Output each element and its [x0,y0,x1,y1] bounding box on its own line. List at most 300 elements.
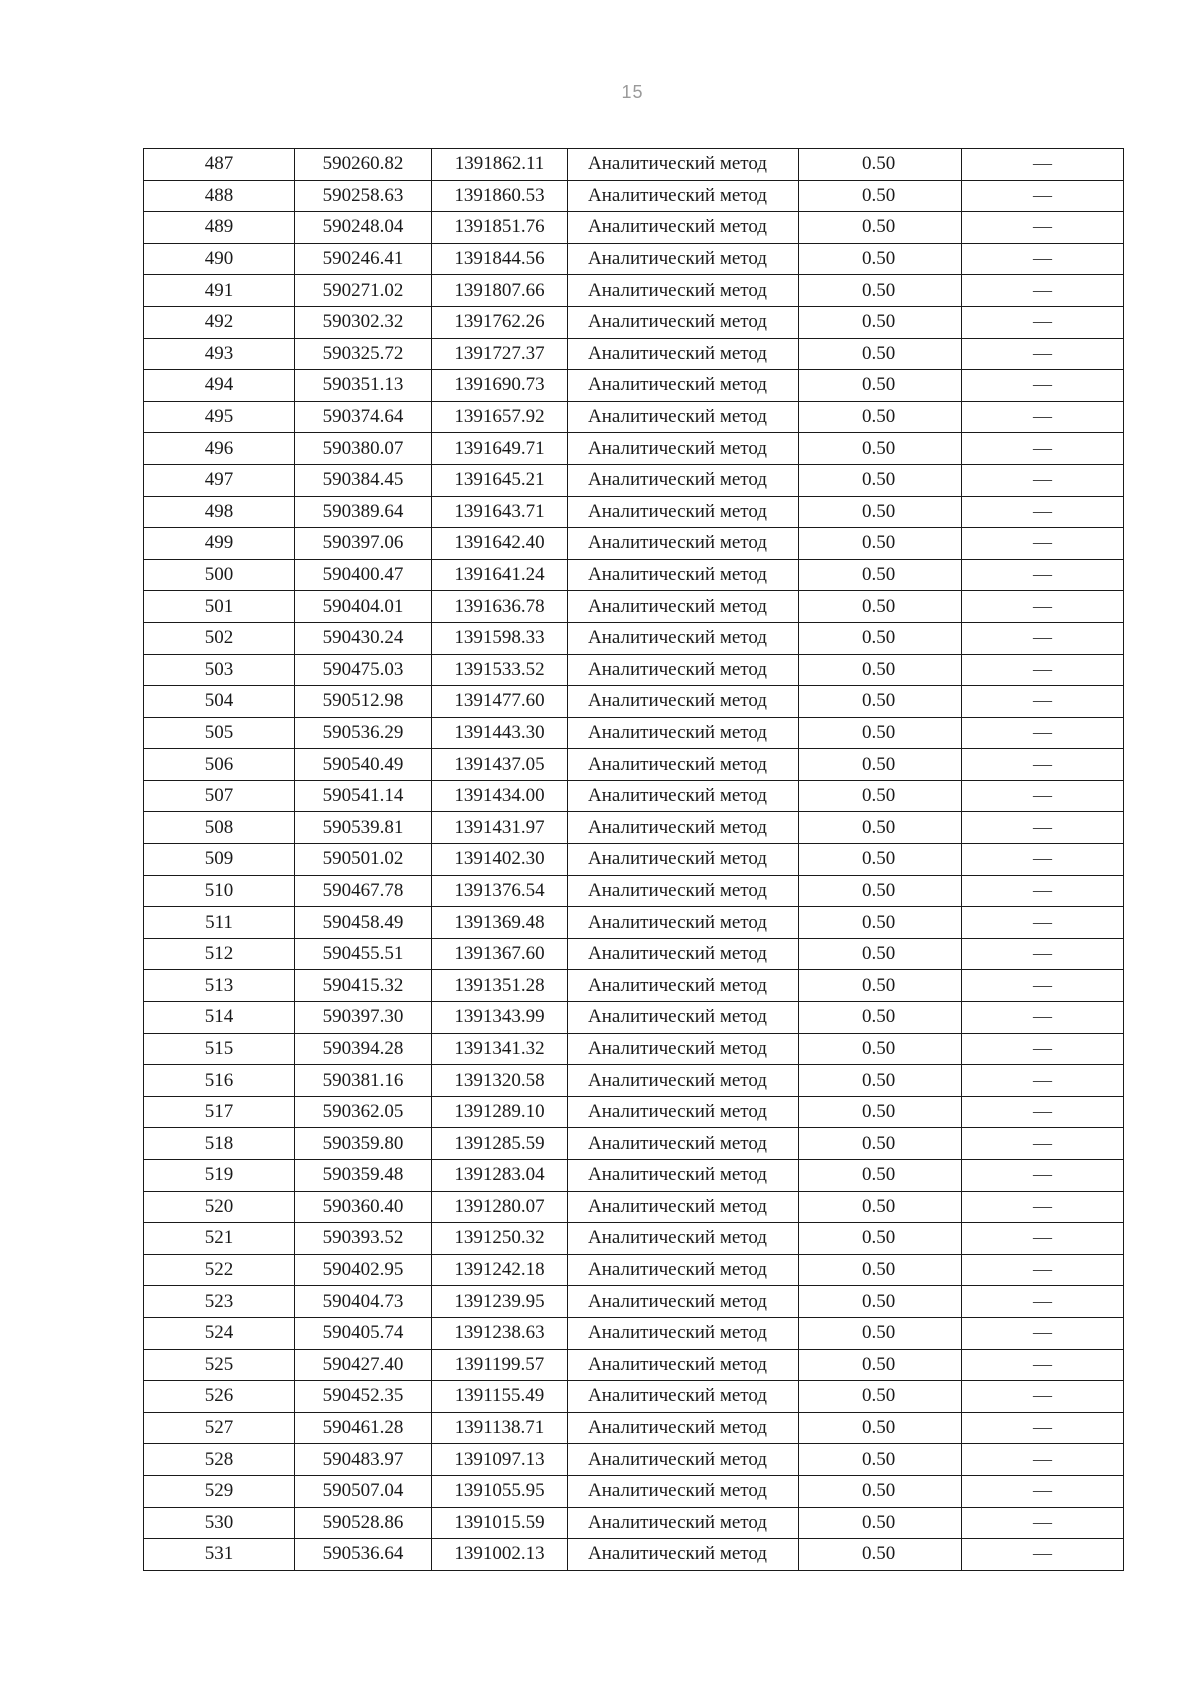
error-cell: 0.50 [799,812,962,844]
method-cell: Аналитический метод [568,1286,799,1318]
method-cell: Аналитический метод [568,1002,799,1034]
method-cell: Аналитический метод [568,180,799,212]
table-row [144,938,1124,970]
x-coordinate-cell: 590475.03 [295,654,432,686]
dash-cell: — [962,1128,1124,1160]
point-number-cell: 508 [144,812,295,844]
y-coordinate-cell: 1391002.13 [432,1539,568,1571]
dash-cell: — [962,875,1124,907]
dash-cell: — [962,370,1124,402]
point-number-cell: 520 [144,1191,295,1223]
point-number-cell: 502 [144,622,295,654]
table-row [144,1317,1124,1349]
x-coordinate-cell: 590374.64 [295,401,432,433]
x-coordinate-cell: 590540.49 [295,749,432,781]
y-coordinate-cell: 1391533.52 [432,654,568,686]
error-cell: 0.50 [799,496,962,528]
y-coordinate-cell: 1391636.78 [432,591,568,623]
point-number-cell: 507 [144,780,295,812]
point-number-cell: 492 [144,306,295,338]
table-row [144,844,1124,876]
error-cell: 0.50 [799,938,962,970]
point-number-cell: 487 [144,149,295,181]
y-coordinate-cell: 1391851.76 [432,212,568,244]
y-coordinate-cell: 1391320.58 [432,1065,568,1097]
error-cell: 0.50 [799,559,962,591]
table-row [144,275,1124,307]
point-number-cell: 527 [144,1412,295,1444]
method-cell: Аналитический метод [568,559,799,591]
table-row [144,1160,1124,1192]
dash-cell: — [962,591,1124,623]
point-number-cell: 530 [144,1507,295,1539]
y-coordinate-cell: 1391860.53 [432,180,568,212]
y-coordinate-cell: 1391434.00 [432,780,568,812]
y-coordinate-cell: 1391283.04 [432,1160,568,1192]
y-coordinate-cell: 1391477.60 [432,686,568,718]
y-coordinate-cell: 1391351.28 [432,970,568,1002]
dash-cell: — [962,622,1124,654]
x-coordinate-cell: 590394.28 [295,1033,432,1065]
error-cell: 0.50 [799,1317,962,1349]
method-cell: Аналитический метод [568,907,799,939]
method-cell: Аналитический метод [568,1160,799,1192]
point-number-cell: 494 [144,370,295,402]
method-cell: Аналитический метод [568,1223,799,1255]
x-coordinate-cell: 590271.02 [295,275,432,307]
method-cell: Аналитический метод [568,1065,799,1097]
x-coordinate-cell: 590501.02 [295,844,432,876]
error-cell: 0.50 [799,1160,962,1192]
error-cell: 0.50 [799,370,962,402]
table-row [144,875,1124,907]
point-number-cell: 515 [144,1033,295,1065]
error-cell: 0.50 [799,780,962,812]
table-row [144,654,1124,686]
point-number-cell: 496 [144,433,295,465]
y-coordinate-cell: 1391343.99 [432,1002,568,1034]
point-number-cell: 528 [144,1444,295,1476]
y-coordinate-cell: 1391643.71 [432,496,568,528]
method-cell: Аналитический метод [568,654,799,686]
method-cell: Аналитический метод [568,338,799,370]
y-coordinate-cell: 1391367.60 [432,938,568,970]
dash-cell: — [962,844,1124,876]
method-cell: Аналитический метод [568,433,799,465]
x-coordinate-cell: 590393.52 [295,1223,432,1255]
dash-cell: — [962,1065,1124,1097]
point-number-cell: 517 [144,1096,295,1128]
y-coordinate-cell: 1391280.07 [432,1191,568,1223]
point-number-cell: 514 [144,1002,295,1034]
method-cell: Аналитический метод [568,243,799,275]
point-number-cell: 503 [144,654,295,686]
table-row [144,717,1124,749]
method-cell: Аналитический метод [568,401,799,433]
method-cell: Аналитический метод [568,1349,799,1381]
x-coordinate-cell: 590536.29 [295,717,432,749]
error-cell: 0.50 [799,212,962,244]
dash-cell: — [962,1349,1124,1381]
table-row [144,1254,1124,1286]
x-coordinate-cell: 590512.98 [295,686,432,718]
table-row [144,1507,1124,1539]
y-coordinate-cell: 1391238.63 [432,1317,568,1349]
table-row [144,401,1124,433]
x-coordinate-cell: 590302.32 [295,306,432,338]
y-coordinate-cell: 1391657.92 [432,401,568,433]
dash-cell: — [962,907,1124,939]
table-row [144,1539,1124,1571]
x-coordinate-cell: 590528.86 [295,1507,432,1539]
error-cell: 0.50 [799,1096,962,1128]
point-number-cell: 489 [144,212,295,244]
table-row [144,780,1124,812]
dash-cell: — [962,1317,1124,1349]
y-coordinate-cell: 1391431.97 [432,812,568,844]
point-number-cell: 513 [144,970,295,1002]
error-cell: 0.50 [799,686,962,718]
error-cell: 0.50 [799,717,962,749]
method-cell: Аналитический метод [568,780,799,812]
error-cell: 0.50 [799,243,962,275]
x-coordinate-cell: 590359.80 [295,1128,432,1160]
error-cell: 0.50 [799,275,962,307]
point-number-cell: 510 [144,875,295,907]
dash-cell: — [962,1412,1124,1444]
point-number-cell: 488 [144,180,295,212]
x-coordinate-cell: 590260.82 [295,149,432,181]
dash-cell: — [962,717,1124,749]
y-coordinate-cell: 1391289.10 [432,1096,568,1128]
method-cell: Аналитический метод [568,1317,799,1349]
point-number-cell: 500 [144,559,295,591]
error-cell: 0.50 [799,1444,962,1476]
method-cell: Аналитический метод [568,1191,799,1223]
x-coordinate-cell: 590400.47 [295,559,432,591]
x-coordinate-cell: 590351.13 [295,370,432,402]
table-row [144,970,1124,1002]
method-cell: Аналитический метод [568,1033,799,1065]
method-cell: Аналитический метод [568,1381,799,1413]
y-coordinate-cell: 1391437.05 [432,749,568,781]
y-coordinate-cell: 1391402.30 [432,844,568,876]
table-row [144,1033,1124,1065]
x-coordinate-cell: 590246.41 [295,243,432,275]
point-number-cell: 516 [144,1065,295,1097]
point-number-cell: 490 [144,243,295,275]
x-coordinate-cell: 590483.97 [295,1444,432,1476]
dash-cell: — [962,338,1124,370]
y-coordinate-cell: 1391862.11 [432,149,568,181]
dash-cell: — [962,1033,1124,1065]
table-row [144,528,1124,560]
y-coordinate-cell: 1391690.73 [432,370,568,402]
table-row [144,338,1124,370]
dash-cell: — [962,686,1124,718]
dash-cell: — [962,938,1124,970]
y-coordinate-cell: 1391641.24 [432,559,568,591]
y-coordinate-cell: 1391138.71 [432,1412,568,1444]
x-coordinate-cell: 590507.04 [295,1475,432,1507]
point-number-cell: 497 [144,464,295,496]
y-coordinate-cell: 1391376.54 [432,875,568,907]
x-coordinate-cell: 590362.05 [295,1096,432,1128]
y-coordinate-cell: 1391341.32 [432,1033,568,1065]
method-cell: Аналитический метод [568,591,799,623]
dash-cell: — [962,559,1124,591]
x-coordinate-cell: 590389.64 [295,496,432,528]
x-coordinate-cell: 590404.73 [295,1286,432,1318]
table-row [144,812,1124,844]
x-coordinate-cell: 590360.40 [295,1191,432,1223]
method-cell: Аналитический метод [568,749,799,781]
method-cell: Аналитический метод [568,464,799,496]
error-cell: 0.50 [799,654,962,686]
x-coordinate-cell: 590427.40 [295,1349,432,1381]
table-row [144,1223,1124,1255]
point-number-cell: 526 [144,1381,295,1413]
point-number-cell: 493 [144,338,295,370]
table-row [144,1475,1124,1507]
dash-cell: — [962,1096,1124,1128]
table-row [144,1096,1124,1128]
dash-cell: — [962,528,1124,560]
y-coordinate-cell: 1391199.57 [432,1349,568,1381]
table-row [144,1191,1124,1223]
y-coordinate-cell: 1391250.32 [432,1223,568,1255]
table-row [144,1381,1124,1413]
x-coordinate-cell: 590467.78 [295,875,432,907]
table-row [144,1444,1124,1476]
table-row [144,496,1124,528]
y-coordinate-cell: 1391645.21 [432,464,568,496]
error-cell: 0.50 [799,464,962,496]
y-coordinate-cell: 1391649.71 [432,433,568,465]
x-coordinate-cell: 590415.32 [295,970,432,1002]
dash-cell: — [962,306,1124,338]
table-row [144,212,1124,244]
dash-cell: — [962,1539,1124,1571]
table-row [144,433,1124,465]
dash-cell: — [962,1191,1124,1223]
x-coordinate-cell: 590248.04 [295,212,432,244]
table-row [144,180,1124,212]
dash-cell: — [962,212,1124,244]
method-cell: Аналитический метод [568,1128,799,1160]
table-row [144,907,1124,939]
point-number-cell: 506 [144,749,295,781]
y-coordinate-cell: 1391443.30 [432,717,568,749]
dash-cell: — [962,970,1124,1002]
x-coordinate-cell: 590359.48 [295,1160,432,1192]
y-coordinate-cell: 1391807.66 [432,275,568,307]
y-coordinate-cell: 1391598.33 [432,622,568,654]
x-coordinate-cell: 590381.16 [295,1065,432,1097]
error-cell: 0.50 [799,622,962,654]
method-cell: Аналитический метод [568,528,799,560]
coordinates-table-body [144,149,1124,1571]
method-cell: Аналитический метод [568,149,799,181]
point-number-cell: 501 [144,591,295,623]
table-row [144,686,1124,718]
point-number-cell: 529 [144,1475,295,1507]
error-cell: 0.50 [799,970,962,1002]
table-row [144,591,1124,623]
error-cell: 0.50 [799,1475,962,1507]
dash-cell: — [962,1381,1124,1413]
point-number-cell: 505 [144,717,295,749]
coordinates-table [143,148,1124,1571]
table-row [144,1412,1124,1444]
table-row [144,306,1124,338]
x-coordinate-cell: 590397.30 [295,1002,432,1034]
dash-cell: — [962,1254,1124,1286]
error-cell: 0.50 [799,401,962,433]
dash-cell: — [962,1475,1124,1507]
point-number-cell: 509 [144,844,295,876]
dash-cell: — [962,180,1124,212]
table-row [144,559,1124,591]
table-row [144,243,1124,275]
x-coordinate-cell: 590397.06 [295,528,432,560]
point-number-cell: 521 [144,1223,295,1255]
point-number-cell: 519 [144,1160,295,1192]
method-cell: Аналитический метод [568,844,799,876]
y-coordinate-cell: 1391242.18 [432,1254,568,1286]
method-cell: Аналитический метод [568,212,799,244]
y-coordinate-cell: 1391762.26 [432,306,568,338]
y-coordinate-cell: 1391155.49 [432,1381,568,1413]
x-coordinate-cell: 590541.14 [295,780,432,812]
method-cell: Аналитический метод [568,1507,799,1539]
dash-cell: — [962,1002,1124,1034]
method-cell: Аналитический метод [568,875,799,907]
error-cell: 0.50 [799,1128,962,1160]
method-cell: Аналитический метод [568,686,799,718]
page-number: 15 [621,82,644,102]
error-cell: 0.50 [799,1507,962,1539]
point-number-cell: 531 [144,1539,295,1571]
table-row [144,1065,1124,1097]
table-row [144,1002,1124,1034]
table-row [144,1128,1124,1160]
y-coordinate-cell: 1391285.59 [432,1128,568,1160]
error-cell: 0.50 [799,306,962,338]
table-row [144,370,1124,402]
dash-cell: — [962,496,1124,528]
method-cell: Аналитический метод [568,622,799,654]
point-number-cell: 522 [144,1254,295,1286]
dash-cell: — [962,1160,1124,1192]
method-cell: Аналитический метод [568,275,799,307]
method-cell: Аналитический метод [568,306,799,338]
point-number-cell: 518 [144,1128,295,1160]
error-cell: 0.50 [799,433,962,465]
error-cell: 0.50 [799,1254,962,1286]
error-cell: 0.50 [799,1065,962,1097]
dash-cell: — [962,1444,1124,1476]
table-row [144,464,1124,496]
dash-cell: — [962,780,1124,812]
error-cell: 0.50 [799,844,962,876]
method-cell: Аналитический метод [568,1254,799,1286]
x-coordinate-cell: 590258.63 [295,180,432,212]
point-number-cell: 524 [144,1317,295,1349]
x-coordinate-cell: 590380.07 [295,433,432,465]
dash-cell: — [962,464,1124,496]
error-cell: 0.50 [799,1286,962,1318]
error-cell: 0.50 [799,1223,962,1255]
y-coordinate-cell: 1391727.37 [432,338,568,370]
point-number-cell: 525 [144,1349,295,1381]
point-number-cell: 491 [144,275,295,307]
x-coordinate-cell: 590404.01 [295,591,432,623]
x-coordinate-cell: 590384.45 [295,464,432,496]
dash-cell: — [962,1507,1124,1539]
error-cell: 0.50 [799,1002,962,1034]
y-coordinate-cell: 1391097.13 [432,1444,568,1476]
x-coordinate-cell: 590461.28 [295,1412,432,1444]
error-cell: 0.50 [799,1033,962,1065]
point-number-cell: 511 [144,907,295,939]
x-coordinate-cell: 590458.49 [295,907,432,939]
point-number-cell: 504 [144,686,295,718]
x-coordinate-cell: 590402.95 [295,1254,432,1286]
dash-cell: — [962,243,1124,275]
method-cell: Аналитический метод [568,970,799,1002]
method-cell: Аналитический метод [568,812,799,844]
y-coordinate-cell: 1391015.59 [432,1507,568,1539]
error-cell: 0.50 [799,1349,962,1381]
error-cell: 0.50 [799,907,962,939]
x-coordinate-cell: 590539.81 [295,812,432,844]
error-cell: 0.50 [799,149,962,181]
x-coordinate-cell: 590405.74 [295,1317,432,1349]
method-cell: Аналитический метод [568,717,799,749]
point-number-cell: 512 [144,938,295,970]
method-cell: Аналитический метод [568,1475,799,1507]
method-cell: Аналитический метод [568,1412,799,1444]
dash-cell: — [962,1286,1124,1318]
table-row [144,149,1124,181]
error-cell: 0.50 [799,528,962,560]
method-cell: Аналитический метод [568,496,799,528]
x-coordinate-cell: 590430.24 [295,622,432,654]
point-number-cell: 495 [144,401,295,433]
dash-cell: — [962,654,1124,686]
dash-cell: — [962,433,1124,465]
dash-cell: — [962,749,1124,781]
table-row [144,1349,1124,1381]
method-cell: Аналитический метод [568,1539,799,1571]
x-coordinate-cell: 590325.72 [295,338,432,370]
dash-cell: — [962,1223,1124,1255]
error-cell: 0.50 [799,338,962,370]
dash-cell: — [962,275,1124,307]
table-row [144,749,1124,781]
error-cell: 0.50 [799,180,962,212]
dash-cell: — [962,149,1124,181]
error-cell: 0.50 [799,1412,962,1444]
y-coordinate-cell: 1391844.56 [432,243,568,275]
x-coordinate-cell: 590536.64 [295,1539,432,1571]
error-cell: 0.50 [799,875,962,907]
error-cell: 0.50 [799,749,962,781]
point-number-cell: 499 [144,528,295,560]
table-row [144,1286,1124,1318]
dash-cell: — [962,812,1124,844]
